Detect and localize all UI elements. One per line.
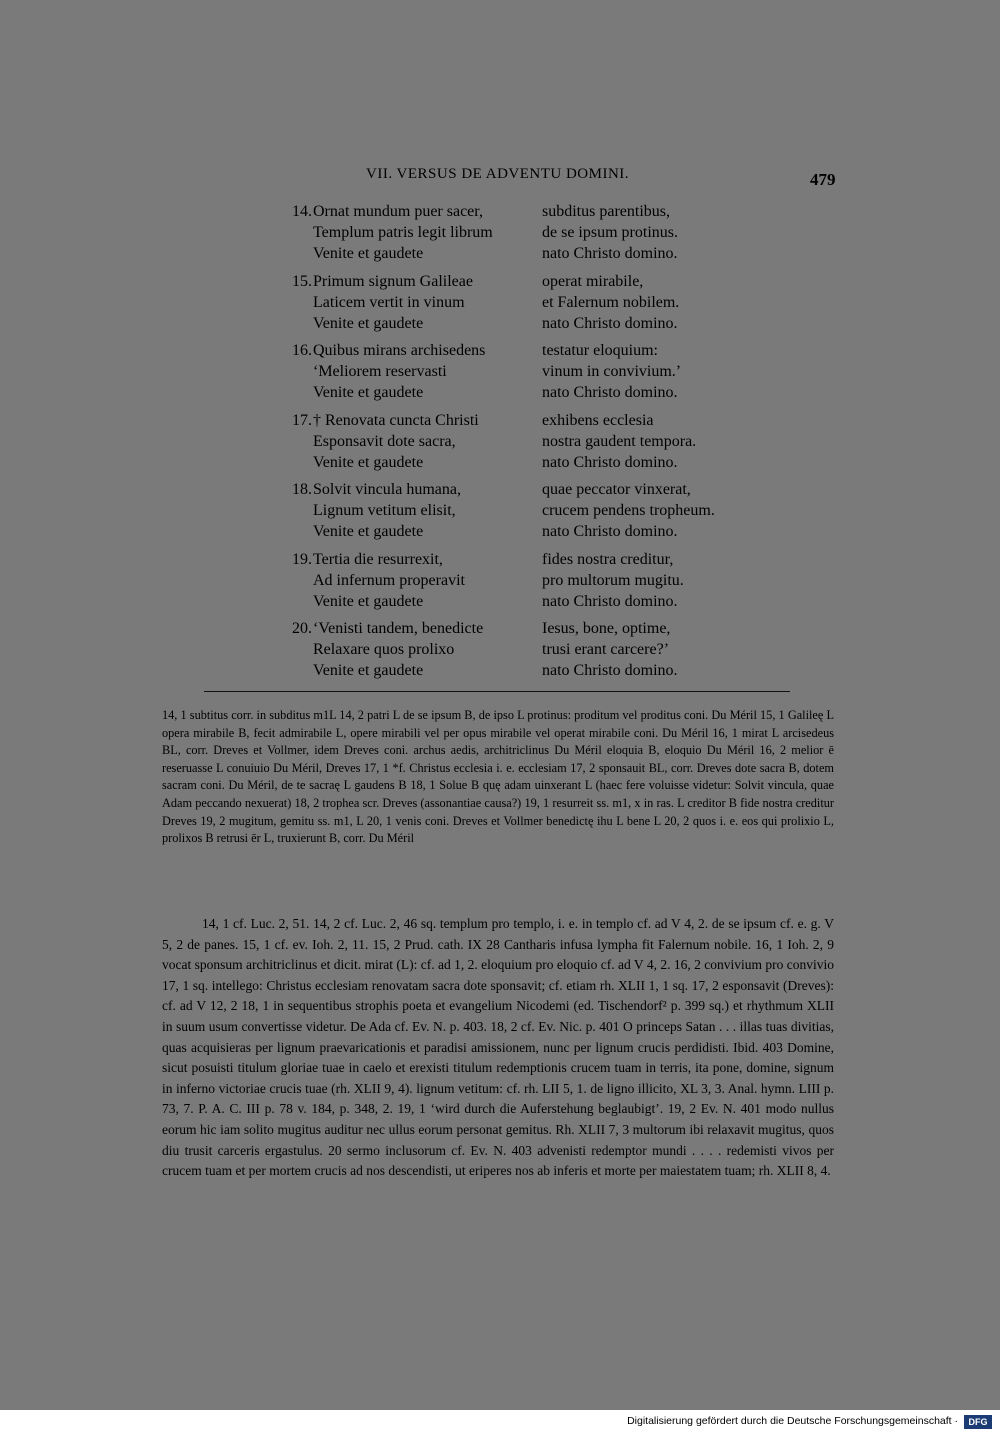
verse-right: crucem pendens tropheum. [542, 502, 715, 519]
refrain-right: nato Christo domino. [542, 245, 678, 262]
stanza-number: 19. [292, 550, 312, 568]
verse-left: ‘Venisti tandem, benedicte [313, 620, 484, 637]
verse-left: Lignum vetitum elisit, [313, 502, 456, 519]
verse-left: † Renovata cuncta Christi [313, 411, 479, 429]
commentary-paragraph: 14, 1 cf. Luc. 2, 51. 14, 2 cf. Luc. 2, 46 sq. templum pro templo, i. e. in templo cf. ad V 4, 2. de se ipsum cf. e. g. V 5, 2 de panes. 15, 1 cf. ev. Ioh. 2, 11. 15, 2 Prud. cath. IX 28 Cantharis infusa lympha fit Falernum nobile. 16, 1 Ioh. 2, 9 vocat sponsum architriclinus et dicit. mirat (L): cf. ad 1, 2. eloquium pro eloquio cf. ad V 4, 2. 16, 2 convivium pro convivio 17, 1 sq. intellego: Christus ecclesiam renovatam sacra dote sponsavit; cf. etiam rh. XLII 1, 1 sq. 17, 2 esponsavit (Dreves): cf. ad V 12, 2 18, 1 in sequentibus strophis poeta et evangelium Nicodemi (ed. Tischendorf² p. 399 sq.) et rhythmum XLII in suum usum convertisse videtur. De Ada cf. Ev. N. p. 403. 18, 2 cf. Ev. Nic. p. 401 O princeps Satan . . . illas tuas divitias, quas acquisieras per lignum praevaricationis et paradisi amissionem, nunc per lignum crucis perdidisti. Ibid. 403 Domine, sicut posuisti titulum gloriae tuae in caelo et erexisti titulum redemptionis crucem tuam in terris, ita pone, domine, signum in inferno victoriae crucis tuae (rh. XLII 9, 4). lignum vetitum: cf. rh. LII 5, 1. de ligno illicito, XL 3, 3. Anal. hymn. LIII p. 73, 7. P. A. C. III p. 78 v. 184, p. 348, 2. 19, 1 ‘wird durch die Auferstehung beglaubigt’. 19, 2 Ev. N. 401 modo nullus eorum hic iam solito mugitus auditur nec ullus eorum personat gemitus. Rh. XLII 7, 3 multorum ibi relaxavit mugitus, quos diu trusit carceris ergastulus. 20 sermo inclusorum cf. Ev. N. 403 advenisti redemptor mundi . . . . redemisti vivos per crucem tuam et per mortem crucis ad nos descendisti, ut eriperes nos ab inferis et morte per maiestatem tuam; rh. XLII 8, 4. [162, 916, 834, 1179]
verse-right: subditus parentibus, [542, 203, 670, 220]
stanza-number: 15. [292, 272, 312, 290]
digitization-footer [0, 1410, 1000, 1434]
stanza-number: 20. [292, 620, 312, 637]
verse-right: exhibens ecclesia [542, 411, 654, 429]
running-title: VII. VERSUS DE ADVENTU DOMINI. [366, 166, 630, 182]
footnote-rule [204, 691, 790, 692]
refrain-right: nato Christo domino. [542, 662, 678, 679]
verse-left: Relaxare quos prolixo [313, 641, 455, 658]
refrain-right: nato Christo domino. [542, 453, 678, 471]
stanza [0, 620, 1000, 690]
verse-left: Laticem vertit in vinum [313, 293, 465, 311]
verse-left: Tertia die resurrexit, [313, 550, 443, 568]
verse-left: Quibus mirans archisedens [313, 342, 486, 359]
verse-right: quae peccator vinxerat, [542, 481, 691, 498]
verse-left: Ornat mundum puer sacer, [313, 203, 483, 220]
verse-right: pro multorum mugitu. [542, 571, 684, 589]
verse-right: et Falernum nobilem. [542, 293, 680, 311]
stanza [0, 342, 1000, 412]
stanza [0, 412, 1000, 482]
refrain-left: Venite et gaudete [313, 662, 424, 679]
verse-left: Primum signum Galileae [313, 272, 473, 290]
refrain-left: Venite et gaudete [313, 384, 424, 401]
stanza-number: 14. [292, 203, 312, 220]
refrain-left: Venite et gaudete [313, 453, 424, 471]
stanza [0, 481, 1000, 551]
verse-left: Templum patris legit librum [313, 224, 493, 241]
verse-left: Esponsavit dote sacra, [313, 432, 456, 450]
verse-right: de se ipsum protinus. [542, 224, 678, 241]
verse-right: operat mirabile, [542, 272, 644, 290]
stanza [0, 203, 1000, 273]
critical-apparatus: 14, 1 subtitus corr. in subditus m1L 14, 2 patri L de se ipsum B, de ipso L protinus: proditum vel proditus coni. Du Méril 15, 1 Galileę L opera mirabile B, fecit admirabile L, opere mirabili vel per opus mirabile vel operat mirabile coni. Du Méril 16, 1 mirat L arcisedeus BL, corr. Dreves et Vollmer, idem Dreves coni. archus aedis, architriclinus Du Méril eloquia B, eloquio Du Méril 16, 2 melior ē reseruasse L conuiuio Du Méril, Dreves 17, 1 *f. Christus ecclesia i. e. ecclesiam 17, 2 sponsauit BL, corr. Dreves dote sacra B, dotem sacram coni. Du Méril, de te sacraę L gaudens B 18, 1 Solue B quę adam uinxerant L (haec fere voluisse videtur: Solvit vincula, quae Adam peccando nexuerat) 18, 2 trophea scr. Dreves (assonantiae causa?) 19, 1 resurreit ss. m1, x in ras. L creditor B fide nostra creditur Dreves 19, 2 mugitum, gemitu ss. m1, L 20, 1 venis coni. Dreves et Vollmer benedictę ihu L bene L 20, 2 quos i. e. eos qui prolixio L, prolixos B retrusi ēr L, truxierunt B, corr. Du Méril [162, 708, 834, 846]
verse-right: trusi erant carcere?’ [542, 641, 670, 658]
verse-right: nostra gaudent tempora. [542, 432, 697, 450]
page-number: 479 [810, 170, 836, 189]
refrain-right: nato Christo domino. [542, 384, 678, 401]
funding-note: Digitalisierung gefördert durch die Deutsche Forschungsgemeinschaft · [627, 1415, 958, 1427]
stanza-number: 18. [292, 481, 312, 498]
verse-left: Ad infernum properavit [313, 571, 465, 589]
verse-left: Solvit vincula humana, [313, 481, 461, 498]
verse-left: ‘Meliorem reservasti [313, 363, 447, 380]
refrain-right: nato Christo domino. [542, 592, 678, 610]
verse-right: vinum in convivium.’ [542, 363, 682, 380]
stanza [0, 273, 1000, 343]
refrain-left: Venite et gaudete [313, 245, 424, 262]
verse-right: fides nostra creditur, [542, 550, 674, 568]
refrain-right: nato Christo domino. [542, 523, 678, 540]
stanza [0, 551, 1000, 621]
refrain-left: Venite et gaudete [313, 523, 424, 540]
commentary-notes [162, 914, 834, 1182]
poem-stanzas [0, 203, 1000, 690]
verse-right: Iesus, bone, optime, [542, 620, 671, 637]
stanza-number: 17. [292, 411, 312, 429]
stanza-number: 16. [292, 342, 312, 359]
verse-right: testatur eloquium: [542, 342, 658, 359]
refrain-left: Venite et gaudete [313, 314, 424, 332]
dfg-logo: DFG [964, 1415, 992, 1429]
refrain-right: nato Christo domino. [542, 314, 678, 332]
refrain-left: Venite et gaudete [313, 592, 424, 610]
